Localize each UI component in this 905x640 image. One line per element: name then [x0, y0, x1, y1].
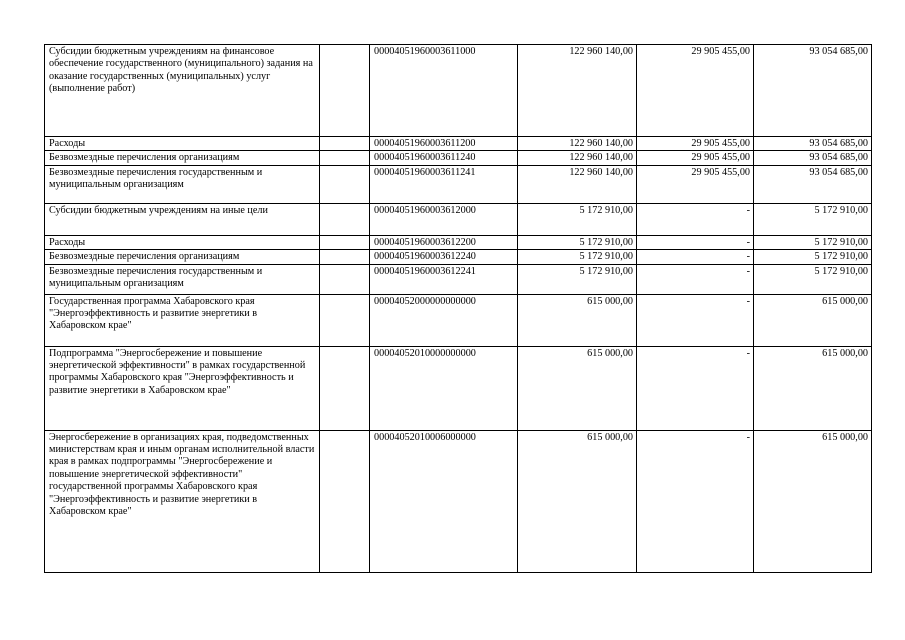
row-executed: 29 905 455,00: [637, 45, 754, 137]
row-budget-code: 00004052010006000000: [370, 430, 518, 572]
table-row: [45, 430, 872, 572]
row-name: Безвозмездные перечисления государственным и муниципальным организациям: [45, 264, 320, 294]
table-row: [45, 264, 872, 294]
table-row: [45, 137, 872, 151]
row-remaining: 615 000,00: [754, 430, 872, 572]
row-line-code: [320, 235, 370, 249]
row-remaining: 615 000,00: [754, 294, 872, 346]
row-line-code: [320, 165, 370, 203]
row-remaining: 93 054 685,00: [754, 151, 872, 165]
row-approved: 615 000,00: [518, 430, 637, 572]
row-remaining: 5 172 910,00: [754, 203, 872, 235]
row-budget-code: 00004052000000000000: [370, 294, 518, 346]
row-name: Расходы: [45, 235, 320, 249]
row-line-code: [320, 346, 370, 430]
table-row: [45, 203, 872, 235]
row-budget-code: 00004051960003611000: [370, 45, 518, 137]
row-line-code: [320, 250, 370, 264]
row-executed: -: [637, 203, 754, 235]
row-approved: 5 172 910,00: [518, 264, 637, 294]
row-approved: 5 172 910,00: [518, 250, 637, 264]
table-row: [45, 165, 872, 203]
table-row: [45, 235, 872, 249]
row-executed: -: [637, 235, 754, 249]
row-line-code: [320, 294, 370, 346]
row-budget-code: 00004051960003612240: [370, 250, 518, 264]
row-line-code: [320, 151, 370, 165]
table-row: [45, 45, 872, 137]
row-name: Энергосбережение в организациях края, подведомственных министерствам края и иным органам исполнительной власти края в рамках подпрограммы "Энергосбережение и повышение энергетической эффективности" государственной программы Хабаровского края "Энергоэффективность и развитие энергетики в Хабаровском крае": [45, 430, 320, 572]
table-body: [45, 45, 872, 573]
row-budget-code: 00004052010000000000: [370, 346, 518, 430]
row-budget-code: 00004051960003611241: [370, 165, 518, 203]
row-budget-code: 00004051960003612200: [370, 235, 518, 249]
row-name: Государственная программа Хабаровского края "Энергоэффективность и развитие энергетики в Хабаровском крае": [45, 294, 320, 346]
row-executed: -: [637, 294, 754, 346]
row-line-code: [320, 264, 370, 294]
row-approved: 5 172 910,00: [518, 203, 637, 235]
row-name: Расходы: [45, 137, 320, 151]
row-remaining: 5 172 910,00: [754, 264, 872, 294]
row-executed: -: [637, 250, 754, 264]
row-name: Безвозмездные перечисления организациям: [45, 250, 320, 264]
row-remaining: 5 172 910,00: [754, 250, 872, 264]
row-remaining: 93 054 685,00: [754, 137, 872, 151]
row-name: Подпрограмма "Энергосбережение и повышение энергетической эффективности" в рамках государственной программы Хабаровского края "Энергоэффективность и развитие энергетики в Хабаровском крае": [45, 346, 320, 430]
row-remaining: 93 054 685,00: [754, 45, 872, 137]
row-line-code: [320, 137, 370, 151]
row-approved: 615 000,00: [518, 346, 637, 430]
row-line-code: [320, 203, 370, 235]
budget-execution-table: [44, 44, 872, 573]
row-executed: 29 905 455,00: [637, 165, 754, 203]
row-approved: 122 960 140,00: [518, 45, 637, 137]
table-row: [45, 151, 872, 165]
row-executed: -: [637, 264, 754, 294]
row-remaining: 615 000,00: [754, 346, 872, 430]
row-executed: -: [637, 430, 754, 572]
row-approved: 122 960 140,00: [518, 165, 637, 203]
row-name: Субсидии бюджетным учреждениям на финансовое обеспечение государственного (муниципального) задания на оказание государственных (муниципальных) услуг (выполнение работ): [45, 45, 320, 137]
row-executed: 29 905 455,00: [637, 151, 754, 165]
row-line-code: [320, 45, 370, 137]
row-approved: 5 172 910,00: [518, 235, 637, 249]
row-budget-code: 00004051960003611200: [370, 137, 518, 151]
row-budget-code: 00004051960003612241: [370, 264, 518, 294]
table-row: [45, 346, 872, 430]
row-line-code: [320, 430, 370, 572]
row-approved: 122 960 140,00: [518, 151, 637, 165]
row-executed: 29 905 455,00: [637, 137, 754, 151]
row-executed: -: [637, 346, 754, 430]
row-remaining: 5 172 910,00: [754, 235, 872, 249]
row-approved: 122 960 140,00: [518, 137, 637, 151]
row-name: Субсидии бюджетным учреждениям на иные цели: [45, 203, 320, 235]
row-remaining: 93 054 685,00: [754, 165, 872, 203]
row-budget-code: 00004051960003612000: [370, 203, 518, 235]
table-row: [45, 294, 872, 346]
row-approved: 615 000,00: [518, 294, 637, 346]
table-row: [45, 250, 872, 264]
row-name: Безвозмездные перечисления организациям: [45, 151, 320, 165]
row-budget-code: 00004051960003611240: [370, 151, 518, 165]
row-name: Безвозмездные перечисления государственным и муниципальным организациям: [45, 165, 320, 203]
